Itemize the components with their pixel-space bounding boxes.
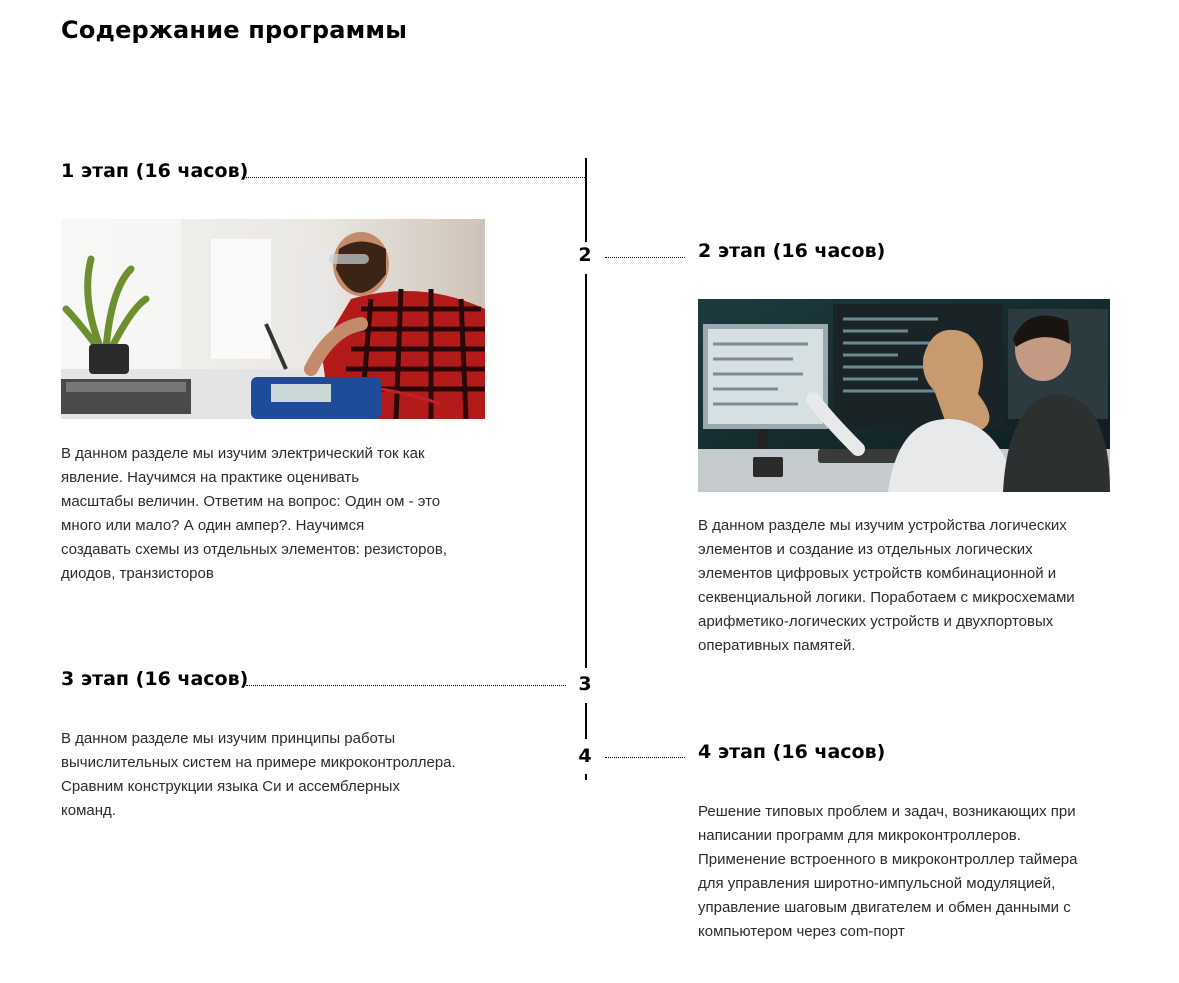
stage-title: 1 этап (16 часов) [61, 160, 249, 182]
timeline-number-3: 3 [578, 673, 592, 695]
stage-description: В данном разделе мы изучим принципы работы вычислительных систем на примере микроконтроллера. Сравним конструкции языка Си и ассемблерных команд. [61, 730, 456, 819]
timeline-line [585, 274, 587, 668]
page-title: Содержание программы [61, 16, 408, 44]
timeline-line [585, 774, 587, 780]
dotted-leader [246, 177, 585, 178]
stage-description: В данном разделе мы изучим электрический ток как явление. Научимся на практике оценивать масштабы величин. Ответим на вопрос: Один ом - это много или мало? А один ампер?. Научимся создавать схемы из отдельных элементов: резисторов, диодов, транзисторов [61, 445, 447, 582]
timeline-number-2: 2 [578, 244, 592, 266]
dotted-leader [605, 757, 685, 758]
timeline-line [585, 703, 587, 739]
photo-programmers-monitors [698, 299, 1110, 492]
photo-electronics-workshop [61, 219, 485, 419]
stage-title: 3 этап (16 часов) [61, 668, 249, 690]
timeline-line [585, 158, 587, 242]
stage-title: 2 этап (16 часов) [698, 240, 886, 262]
dotted-leader [605, 257, 685, 258]
stage-title: 4 этап (16 часов) [698, 741, 886, 763]
stage-description: В данном разделе мы изучим устройства логических элементов и создание из отдельных логических элементов цифровых устройств комбинационной и секвенциальной логики. Поработаем с микросхемами арифметико-логических устройств и двухпортовых оперативных памятей. [698, 517, 1075, 654]
stage-description: Решение типовых проблем и задач, возникающих при написании программ для микроконтроллеров. Применение встроенного в микроконтроллер таймера для управления широтно-импульсной модуляцией, управление шаговым двигателем и обмен данными с компьютером через com-порт [698, 803, 1078, 940]
dotted-leader [246, 685, 566, 686]
timeline-number-4: 4 [578, 745, 592, 767]
